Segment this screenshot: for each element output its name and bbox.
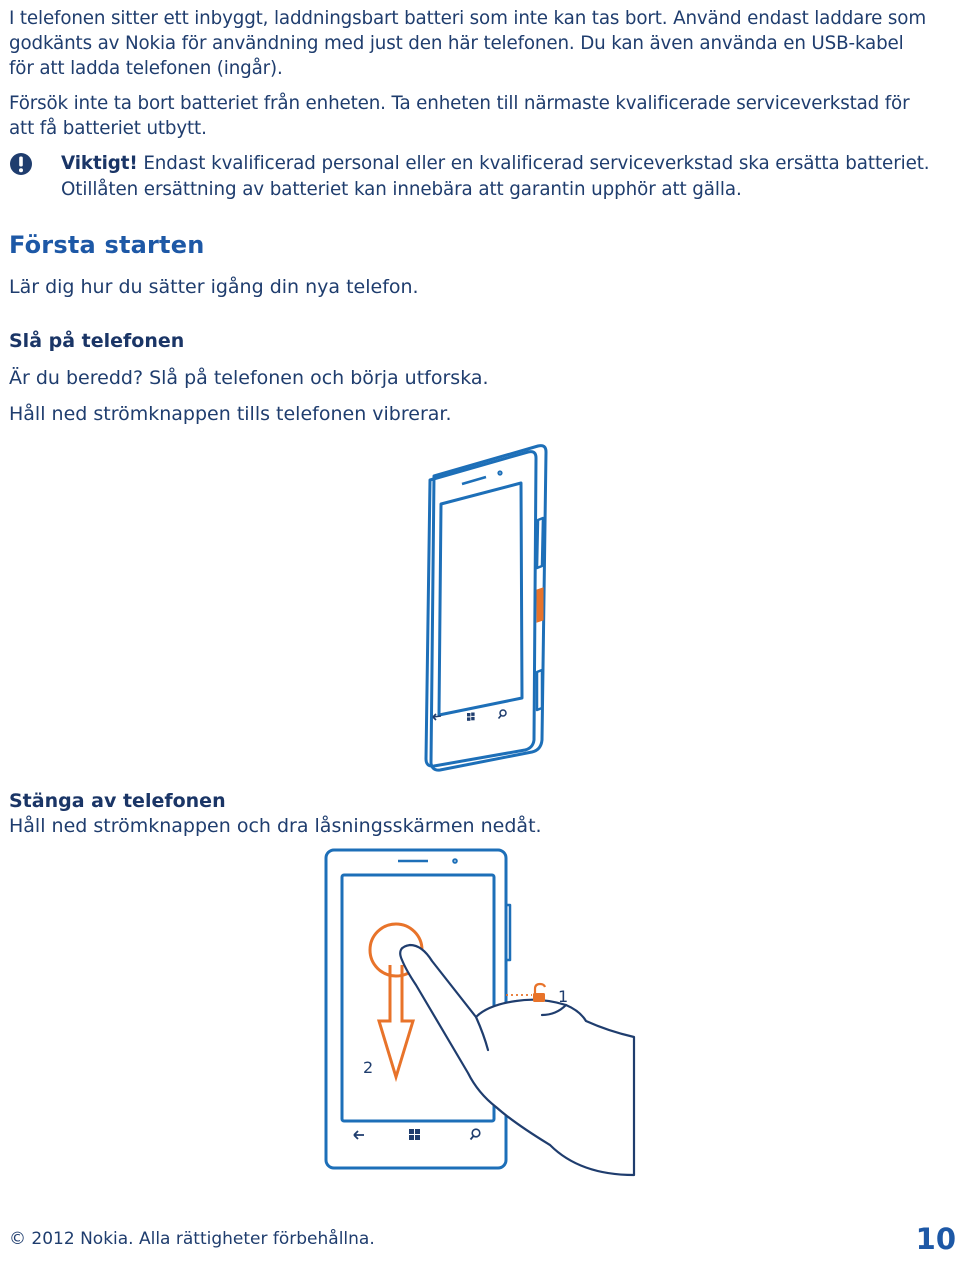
section-lead: Lär dig hur du sätter igång din nya telefon. <box>9 276 419 298</box>
copyright: © 2012 Nokia. Alla rättigheter förbehållna. <box>9 1229 375 1249</box>
step-2-label: 2 <box>363 1058 374 1077</box>
power-off-line-1: Håll ned strömknappen och dra låsningsskärmen nedåt. <box>9 815 542 837</box>
section-title: Första starten <box>9 231 205 259</box>
intro-line-2: godkänts av Nokia för användning med just den här telefonen. Du kan även använda en USB-kabel <box>9 33 904 54</box>
warning-text-1: Endast kvalificerad personal eller en kvalificerad serviceverkstad ska ersätta batteriet. <box>137 153 930 174</box>
phone-power-off-illustration <box>318 845 638 1185</box>
page-number: 10 <box>915 1222 956 1256</box>
warning-label: Viktigt! <box>61 153 138 174</box>
step-1-label: 1 <box>558 987 569 1006</box>
power-off-title: Stänga av telefonen <box>9 790 226 812</box>
warning-note <box>61 151 930 203</box>
warning-line-1 <box>61 151 930 177</box>
power-on-title: Slå på telefonen <box>9 330 185 352</box>
unlock-icon <box>533 984 545 1002</box>
power-on-line-1: Är du beredd? Slå på telefonen och börja utforska. <box>9 367 489 389</box>
intro-line-4: Försök inte ta bort batteriet från enheten. Ta enheten till närmaste kvalificerade serviceverkstad för <box>9 93 910 114</box>
power-on-line-2: Håll ned strömknappen tills telefonen vibrerar. <box>9 403 452 425</box>
phone-power-on-illustration <box>400 440 570 780</box>
intro-line-1: I telefonen sitter ett inbyggt, laddningsbart batteri som inte kan tas bort. Använd endast laddare som <box>9 8 926 29</box>
warning-line-2: Otillåten ersättning av batteriet kan innebära att garantin upphör att gälla. <box>61 179 742 200</box>
exclamation-icon <box>9 152 33 176</box>
intro-line-5: att få batteriet utbytt. <box>9 118 207 139</box>
intro-line-3: för att ladda telefonen (ingår). <box>9 58 283 79</box>
